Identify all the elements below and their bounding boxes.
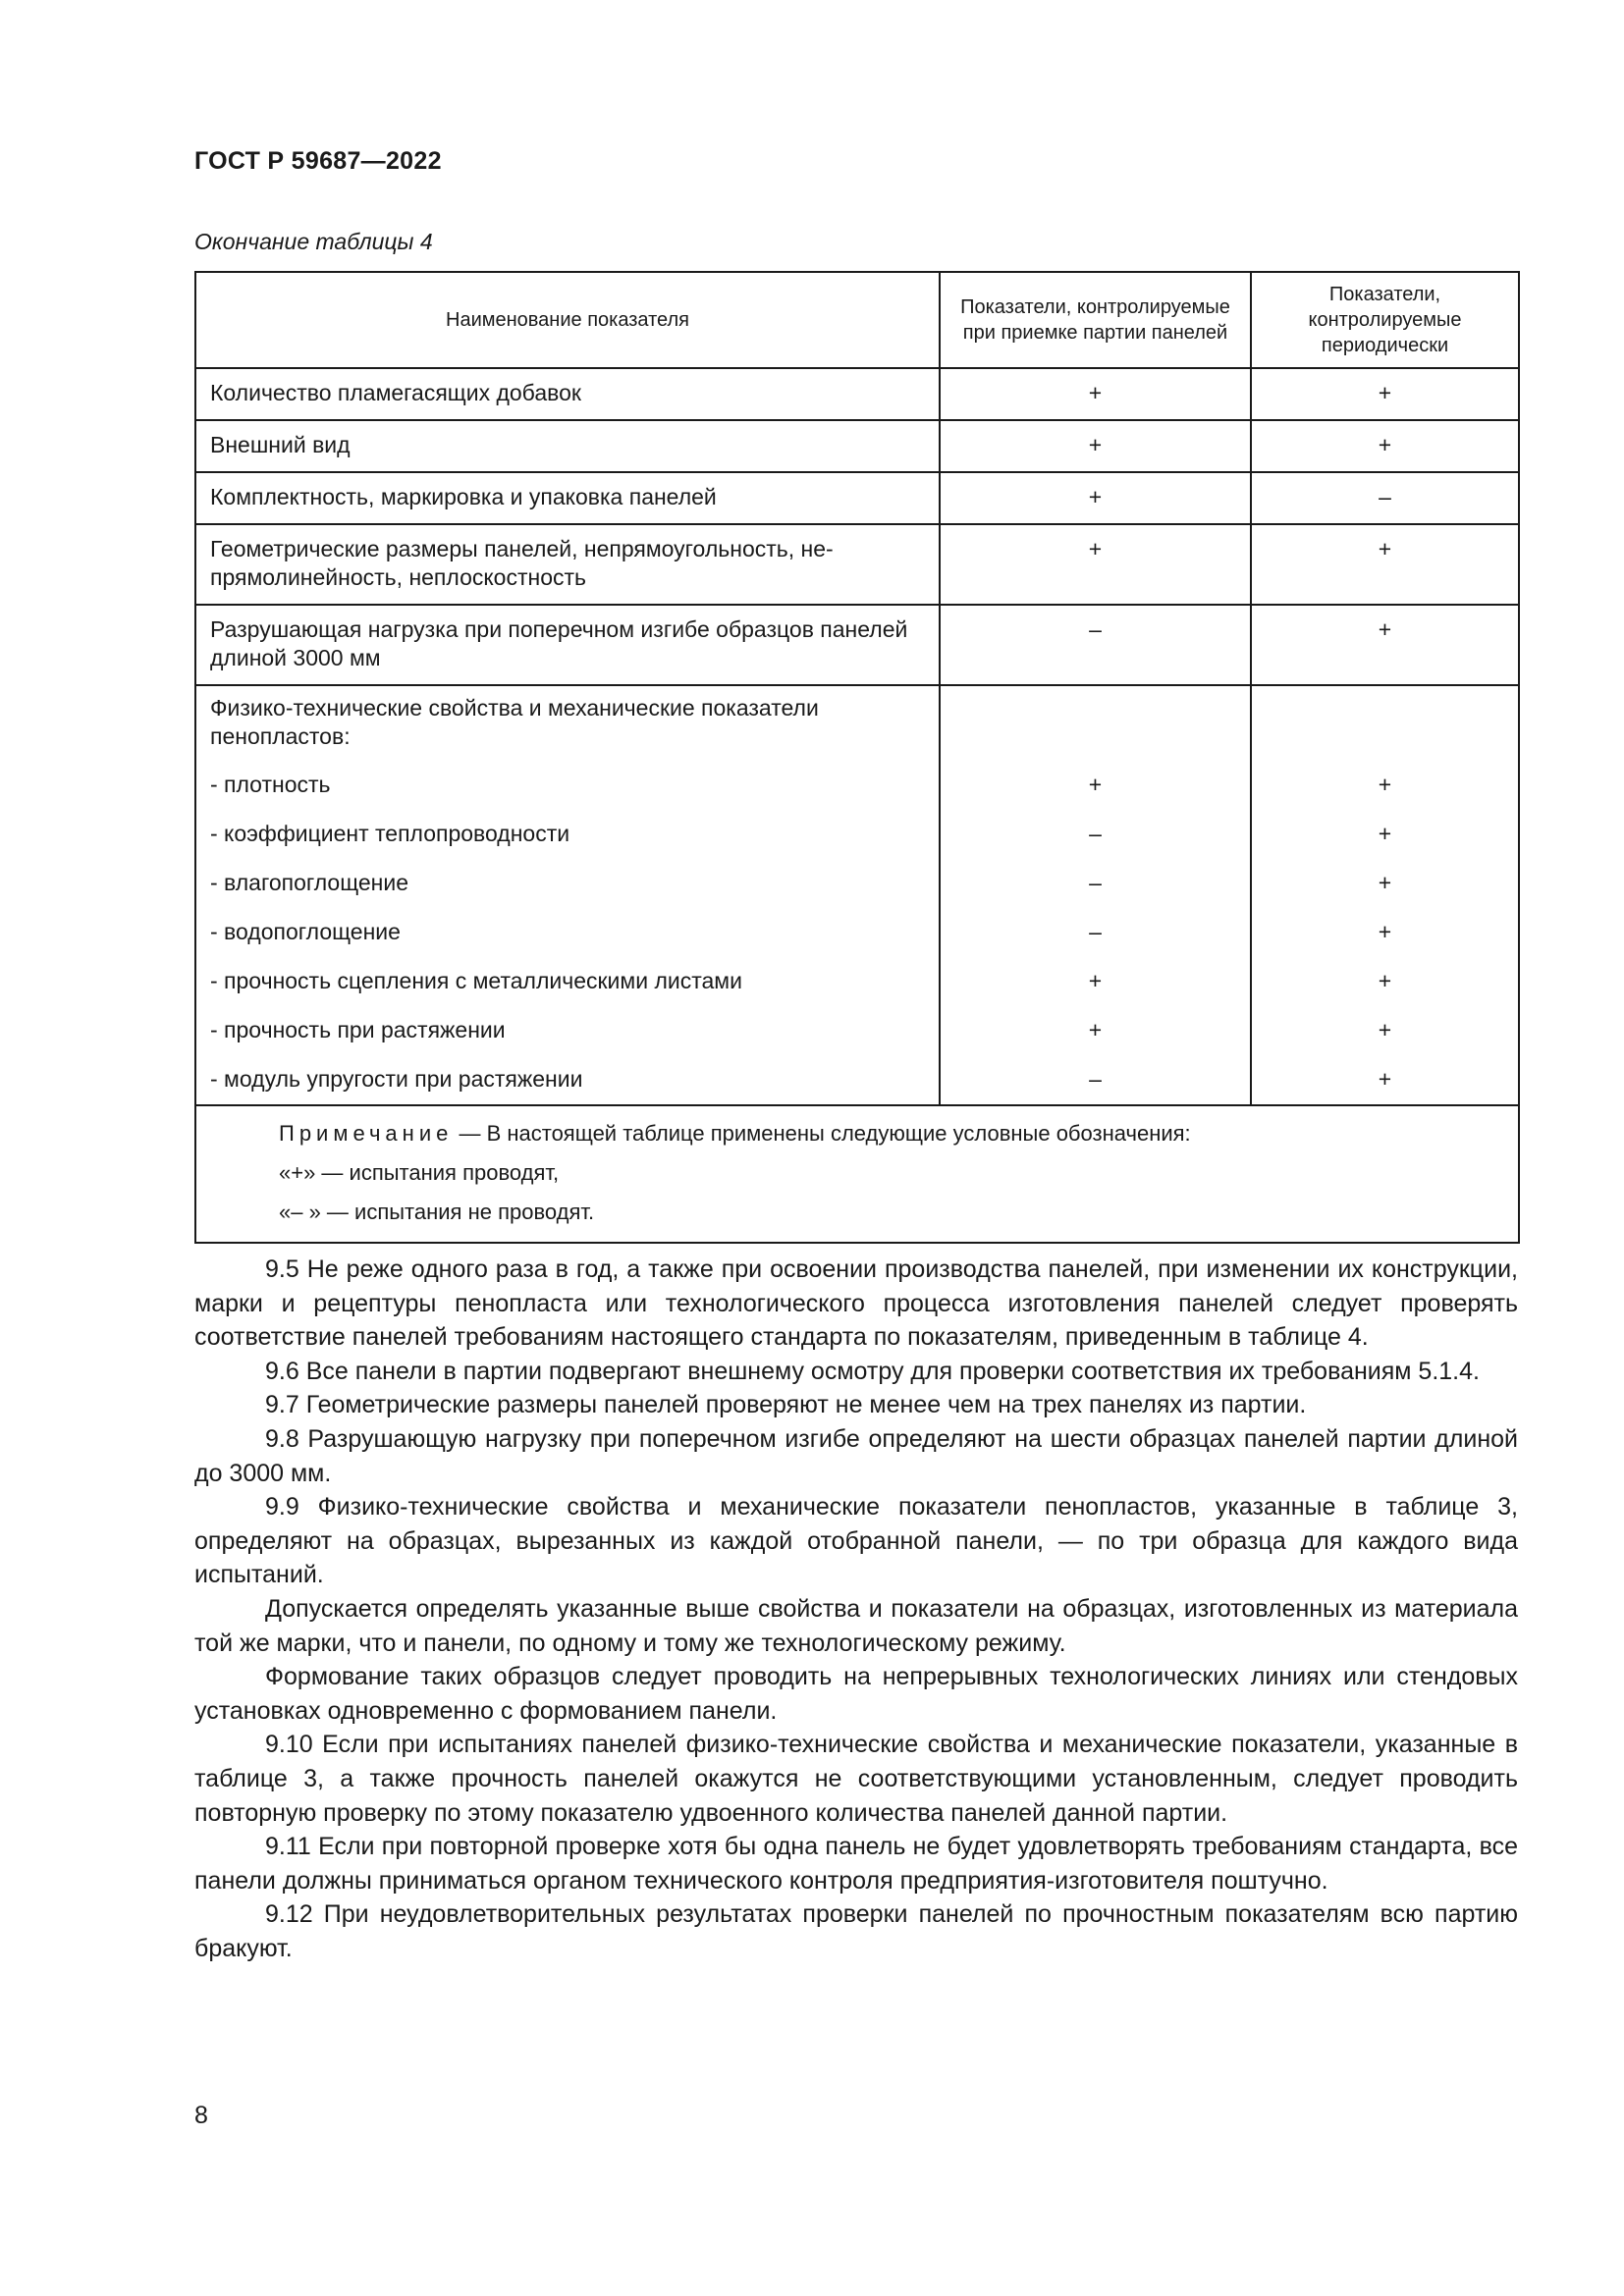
page-number: 8	[194, 2102, 208, 2129]
paragraph-9-9: 9.9 Физико-технические свойства и механические показатели пенопластов, указанные в таблице 3, определяют на образцах, вырезанных из каждой отобранной панели, — по три образца для каждого вида испытаний.	[194, 1493, 1518, 1589]
group-item-acceptance-mark: +	[1088, 968, 1103, 993]
body-text	[194, 1253, 1518, 1965]
table-row	[195, 524, 1519, 605]
group-item-periodic-mark: +	[1378, 870, 1392, 895]
note-label: Примечание	[279, 1121, 454, 1146]
paragraph-9-9-allowance: Допускается определять указанные выше свойства и показатели на образцах, изготовленных из материала той же марки, что и панели, по одному и тому же технологическому режиму.	[194, 1594, 1518, 1657]
group-item-name: - влагопоглощение	[210, 870, 409, 895]
table-caption: Окончание таблицы 4	[194, 229, 433, 254]
group-item-name: - прочность сцепления с металлическими листами	[210, 968, 742, 993]
indicators-table	[194, 271, 1520, 1244]
table-header-row	[195, 272, 1519, 368]
group-acceptance-cell	[940, 685, 1251, 1105]
group-item-acceptance-mark: –	[1089, 870, 1102, 895]
document-code-header: ГОСТ Р 59687—2022	[194, 147, 442, 175]
group-item-periodic-mark: +	[1378, 919, 1392, 944]
paragraph-9-9-forming: Формование таких образцов следует проводить на непрерывных технологических линиях или стендовых установках одновременно с формованием панели.	[194, 1663, 1518, 1725]
row-name: Внешний вид	[195, 420, 940, 472]
row-acceptance-mark: +	[940, 420, 1251, 472]
note-text: — В настоящей таблице применены следующие условные обозначения:	[453, 1121, 1191, 1146]
group-item-name: - водопоглощение	[210, 919, 401, 944]
row-name: Геометрические размеры панелей, непрямоугольность, не-прямолинейность, неплоскостность	[195, 524, 940, 605]
table-row	[195, 420, 1519, 472]
group-item-name: - модуль упругости при растяжении	[210, 1066, 583, 1092]
row-name: Разрушающая нагрузка при поперечном изгибе образцов панелей длиной 3000 мм	[195, 605, 940, 685]
row-acceptance-mark: –	[940, 605, 1251, 685]
row-periodic-mark: –	[1251, 472, 1519, 524]
row-acceptance-mark: +	[940, 524, 1251, 605]
group-item-acceptance-mark: +	[1088, 772, 1103, 797]
note-line-plus: «+» — испытания проводят,	[279, 1160, 560, 1185]
note-intro	[279, 1114, 1504, 1153]
group-item-acceptance-mark: –	[1089, 821, 1102, 846]
column-header-acceptance: Показатели, контролируемые при приемке партии панелей	[940, 272, 1251, 368]
group-item-acceptance-mark: +	[1088, 1017, 1103, 1042]
paragraph-9-7: 9.7 Геометрические размеры панелей проверяют не менее чем на трех панелях из партии.	[265, 1391, 1307, 1419]
paragraph-9-11: 9.11 Если при повторной проверке хотя бы одна панель не будет удовлетворять требованиям стандарта, все панели должны приниматься органом технического контроля предприятия-изготовителя поштучно.	[194, 1833, 1518, 1895]
group-item-periodic-mark: +	[1378, 1017, 1392, 1042]
group-item-name: - коэффициент теплопроводности	[210, 821, 570, 846]
row-periodic-mark: +	[1251, 420, 1519, 472]
group-name-cell	[195, 685, 940, 1105]
row-acceptance-mark: +	[940, 472, 1251, 524]
row-periodic-mark: +	[1251, 605, 1519, 685]
table-row	[195, 472, 1519, 524]
paragraph-9-5: 9.5 Не реже одного раза в год, а также при освоении производства панелей, при изменении их конструкции, марки и рецептуры пенопласта или технологического процесса изготовления панелей следует проверять соответствие панелей требованиям настоящего стандарта по показателям, приведенным в таблице 4.	[194, 1255, 1518, 1352]
paragraph-9-8: 9.8 Разрушающую нагрузку при поперечном изгибе определяют на шести образцах панелей партии длиной до 3000 мм.	[194, 1424, 1518, 1487]
group-item-periodic-mark: +	[1378, 968, 1392, 993]
row-periodic-mark: +	[1251, 524, 1519, 605]
group-item-name: - прочность при растяжении	[210, 1017, 506, 1042]
row-name: Комплектность, маркировка и упаковка панелей	[195, 472, 940, 524]
paragraph-9-10: 9.10 Если при испытаниях панелей физико-технические свойства и механические показатели, указанные в таблице 3, а также прочность панелей окажутся не соответствующими установленным, следует проводить повторную проверку по этому показателю удвоенного количества панелей данной партии.	[194, 1731, 1518, 1827]
paragraph-9-12: 9.12 При неудовлетворительных результатах проверки панелей по прочностным показателям всю партию бракуют.	[194, 1900, 1518, 1962]
row-acceptance-mark: +	[940, 368, 1251, 420]
note-line-minus: «– » — испытания не проводят.	[279, 1200, 595, 1224]
group-item-name: - плотность	[210, 772, 331, 797]
column-header-periodic: Показатели, контролируемые периодически	[1251, 272, 1519, 368]
group-item-periodic-mark: +	[1378, 772, 1392, 797]
table-row	[195, 605, 1519, 685]
group-title: Физико-технические свойства и механические показатели пенопластов:	[210, 695, 819, 749]
row-periodic-mark: +	[1251, 368, 1519, 420]
table-group-row	[195, 685, 1519, 1105]
column-header-name: Наименование показателя	[195, 272, 940, 368]
table-note-row	[195, 1105, 1519, 1243]
group-item-periodic-mark: +	[1378, 821, 1392, 846]
group-item-acceptance-mark: –	[1089, 1066, 1102, 1092]
group-periodic-cell	[1251, 685, 1519, 1105]
table-note	[195, 1105, 1519, 1243]
group-item-periodic-mark: +	[1378, 1066, 1392, 1092]
group-item-acceptance-mark: –	[1089, 919, 1102, 944]
row-name: Количество пламегасящих добавок	[195, 368, 940, 420]
paragraph-9-6: 9.6 Все панели в партии подвергают внешнему осмотру для проверки соответствия их требованиям 5.1.4.	[265, 1357, 1480, 1385]
table-row	[195, 368, 1519, 420]
